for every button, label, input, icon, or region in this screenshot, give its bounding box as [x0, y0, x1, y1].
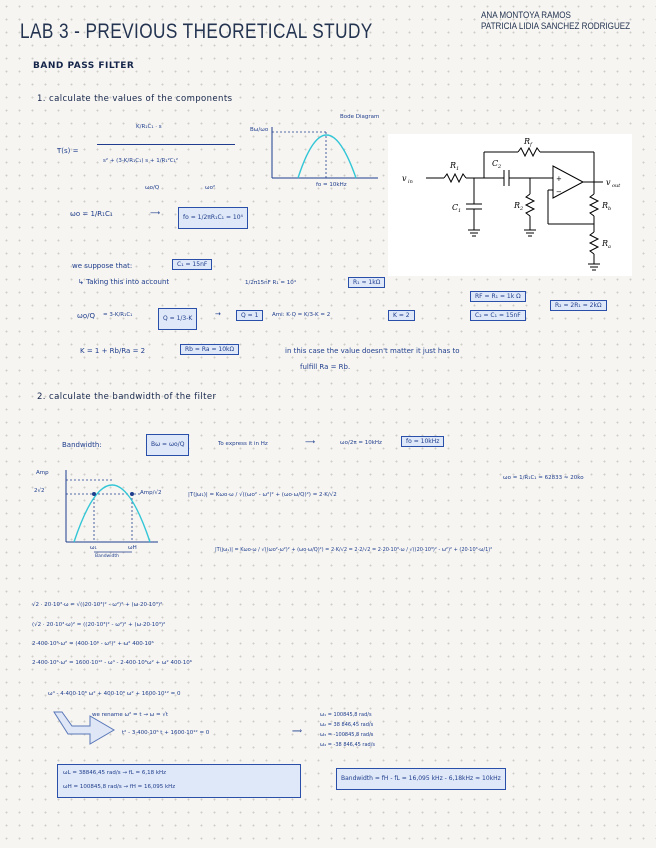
big-arrow-icon	[50, 708, 120, 750]
svg-text:f: f	[530, 142, 532, 148]
r1-box: R₁ ≈ 1kΩ	[348, 277, 385, 288]
rf-box: RF = R₁ = 1k Ω	[470, 291, 526, 302]
amp-3db: Amp/√2	[140, 490, 162, 496]
wh-result: ωH = 100845,8 rad/s → fH = 16,095 kHz	[63, 784, 176, 790]
root-2: ω₂ = 38 846,45 rad/s	[320, 722, 374, 728]
arrow-2: →	[215, 310, 221, 318]
bode2-w1: ω₁	[90, 545, 97, 551]
amp-label: Amp	[36, 470, 49, 476]
svg-text:2: 2	[520, 206, 524, 212]
section1-title: 1. calculate the values of the components	[37, 94, 233, 104]
wo-result: ωo = 1/R₁C₁ = 62833 ≈ 20ko	[503, 475, 584, 481]
arrow-3: ⟶	[305, 438, 316, 446]
arrow-4: ⟹	[292, 727, 303, 735]
bode-fo-label: fo = 10kHz	[316, 182, 347, 188]
fo-box: fo = 1/2πR₁C₁ = 10⁴	[178, 207, 248, 229]
derivation-line-5: ω⁴ - 4·400·10⁶ ω² + 400·10⁶ ω² + 1600·10¹² = 0	[48, 691, 181, 697]
ts-label: T(s) =	[57, 147, 79, 155]
wl-result: ωL = 38846,45 rad/s → fL = 6,18 kHz	[63, 770, 167, 776]
svg-text:C: C	[492, 159, 499, 168]
c1-box: C₁ = 15nF	[172, 259, 212, 270]
derivation-line-3: 2·400·10⁶·ω² = (400·10⁶ - ω²)² + ω² 400·10⁶	[32, 641, 154, 647]
arrow-1: ⟶	[150, 209, 161, 217]
k-gain: K = 1 + Rb/Ra = 2	[80, 347, 146, 355]
t-equation-1: |T(jω₁)| = Kωo·ω / √((ωo² - ω²)² + (ωo·ω/Q)²) = 2·K/√2	[188, 492, 337, 498]
r2-box: R₂ = 2R₁ = 2kΩ	[550, 300, 607, 311]
svg-text:−: −	[556, 188, 562, 196]
svg-text:v: v	[606, 178, 611, 187]
bandwidth-result-box: Bandwidth = fH - fL = 16,095 kHz - 6,18kHz ≈ 10kHz	[336, 768, 506, 790]
author-2: PATRICIA LIDIA SANCHEZ RODRIGUEZ	[481, 21, 631, 32]
wo-squared: ωo²	[205, 185, 216, 191]
suppose-text: we suppose that:	[72, 262, 133, 270]
c2-box: C₂ = C₁ = 15nF	[470, 310, 526, 321]
hz-box: fo = 10kHz	[401, 436, 444, 447]
k-text: Ami: K·Q = K/3-K = 2	[272, 312, 331, 318]
ts-numerator: K/R₁C₁ · s	[136, 124, 162, 130]
q1-box: Q = 1	[236, 310, 263, 321]
wo-over-q: ωo/Q	[145, 185, 160, 191]
bode2-wh: ωH	[128, 545, 137, 551]
t-equation-2: |T(jω₁)| = Kωo·ω / √((ωo²-ω²)² + (ωo·ω/Q)²) = 2·K/√2 = 2·2/√2 = 2·20·10³·ω / √((20·10³)² - ω²)² + (20·10³·ω/1)²	[215, 547, 493, 553]
svg-text:2: 2	[498, 164, 502, 170]
svg-text:a: a	[608, 244, 611, 250]
derivation-line-4: 2·400·10⁶·ω² = 1600·10¹² - ω⁴ - 2·400·10⁶ω² + ω² 400·10⁶	[32, 660, 192, 666]
taking-text: ↳ Taking this into account	[78, 278, 170, 286]
root-1: ω₁ = 100845,8 rad/s	[320, 712, 372, 718]
svg-text:1: 1	[458, 208, 462, 214]
wo-equation: ωo = 1/R₁C₁	[70, 210, 113, 218]
section2-title: 2. calculate the bandwidth of the filter	[37, 392, 217, 402]
svg-text:R: R	[524, 137, 531, 146]
bw-label: Bandwidth:	[62, 441, 102, 449]
bode-peak-label: Bω/ωo	[250, 127, 269, 133]
q-box: Q = 1/3-K	[158, 308, 197, 330]
hz-equation: ωo/2π = 10kHz	[340, 440, 382, 446]
author-1: ANA MONTOYA RAMOS	[481, 10, 571, 21]
wq-mid: = 3-K/R₁C₁	[103, 312, 133, 318]
derivation-line-1: √2 · 20·10³·ω = √((20·10³)² - ω²)² + (ω·20·10³)²	[32, 602, 163, 608]
band-pass-circuit	[388, 134, 632, 276]
svg-text:b: b	[608, 206, 612, 212]
svg-text:1: 1	[456, 166, 460, 172]
root-4: ω₄ = -38 846,45 rad/s	[320, 742, 375, 748]
svg-text:v: v	[402, 174, 407, 183]
rename-text: we rename ω² = t → ω = √t	[92, 712, 169, 718]
svg-text:R: R	[450, 161, 457, 170]
taking-label: Taking this into account	[86, 278, 170, 286]
bode2-bw: Bandwidth	[95, 554, 119, 559]
quadratic-eq: t² - 3·400·10⁶ t + 1600·10¹² = 0	[122, 730, 210, 736]
express-text: To express it in Hz	[218, 441, 268, 447]
svg-text:R: R	[514, 201, 521, 210]
svg-text:in: in	[408, 179, 413, 185]
page-title: LAB 3 - PREVIOUS THEORETICAL STUDY	[20, 20, 373, 43]
amp-value: 2√2	[34, 488, 45, 494]
ts-fraction-bar	[97, 144, 235, 145]
rb-box: Rb = Ra = 10kΩ	[180, 344, 239, 355]
wq-left: ωo/Q	[77, 312, 96, 320]
note-text-2: fulfill Ra = Rb.	[300, 363, 351, 371]
svg-text:R: R	[602, 239, 609, 248]
section-heading: BAND PASS FILTER	[33, 61, 135, 71]
bw-box: Bω = ωo/Q	[146, 434, 189, 456]
k-box: K = 2	[388, 310, 415, 321]
svg-text:R: R	[602, 201, 609, 210]
derivation-line-2: (√2 · 20·10³·ω)² = ((20·10³)² - ω²)² + (ω·20·10³)²	[32, 622, 166, 628]
circuit-schematic	[388, 134, 632, 276]
ts-denominator: s² + (3-K/R₁C₁) s + 1/R₁²C₁²	[103, 158, 179, 164]
bode-diagram-2	[60, 468, 160, 568]
svg-text:C: C	[452, 203, 459, 212]
note-text: in this case the value doesn't matter it just has to	[285, 347, 460, 355]
r1-equation: 1/2π15nF R₁ = 10⁴	[245, 280, 296, 286]
root-3: ω₃ = -100845,8 rad/s	[320, 732, 374, 738]
bode-title: Bode Diagram	[340, 114, 380, 120]
svg-text:+: +	[556, 175, 562, 183]
svg-text:out: out	[612, 183, 621, 189]
